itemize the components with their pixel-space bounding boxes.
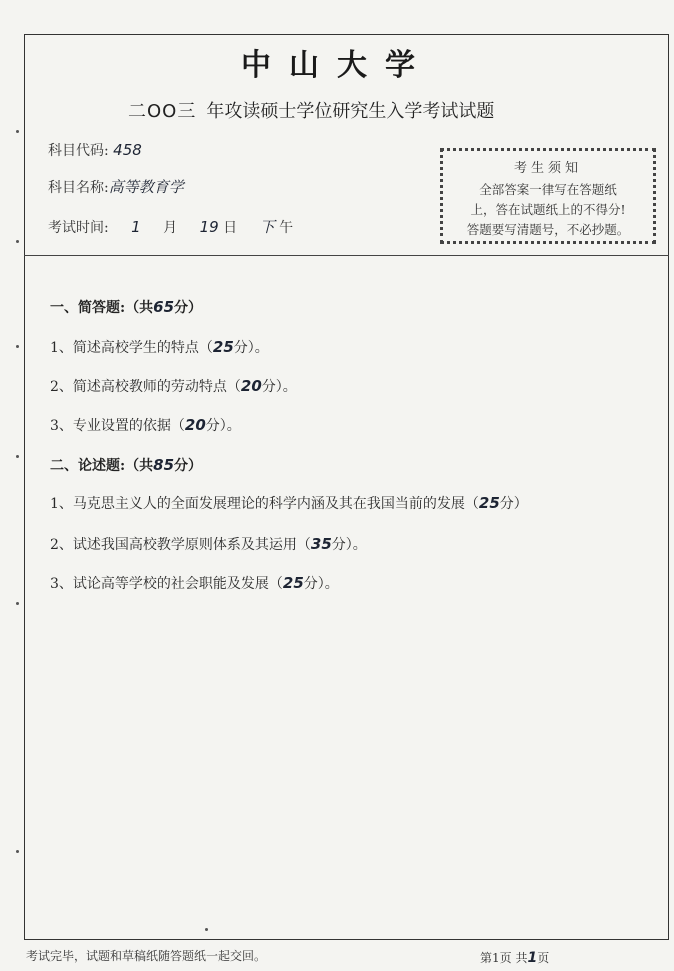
question-item [50,415,241,435]
exam-month: 1 [131,218,141,236]
question-points: 25 [478,494,500,512]
page-number [480,949,549,966]
question-suffix: 分）。 [331,537,367,553]
exam-title [128,97,494,123]
page-suffix: 页 [537,951,550,965]
exam-title-text: 年攻读硕士学位研究生入学考试试题 [206,101,495,122]
exam-day: 19 [199,218,219,236]
notice-line-2: 上，答在试题纸上的不得分! [470,202,626,217]
question-points: 20 [240,377,262,395]
question-points: 20 [184,416,206,434]
university-name: 中山大学 [241,48,433,83]
notice-line-3: 答题要写清题号，不必抄题。 [466,222,630,237]
section-points: 85 [153,456,175,474]
question-text: 3、试论高等学校的社会职能及发展（ [50,576,283,592]
notice-line-1: 全部答案一律写在答题纸 [479,182,617,197]
exam-session: 下 [259,218,275,236]
question-points: 25 [212,338,234,356]
exam-year: 二OO三 [128,101,197,122]
question-text: 1、简述高校学生的特点（ [50,340,213,356]
exam-time-row [48,216,293,237]
section-heading-short-answer [50,297,202,317]
page-total: 1 [527,950,538,966]
question-suffix: 分） [499,496,528,512]
question-item [50,534,367,554]
section-suffix: 分） [174,300,203,316]
scan-mark [205,928,208,931]
exam-session-unit: 午 [279,220,294,236]
question-suffix: 分）。 [205,418,241,434]
footer-instruction: 考试完毕，试题和草稿纸随答题纸一起交回。 [26,949,267,963]
scan-mark [16,130,19,133]
exam-day-unit: 日 [223,220,238,236]
question-text: 1、马克思主义人的全面发展理论的科学内涵及其在我国当前的发展（ [50,496,479,512]
section-suffix: 分） [174,458,203,474]
question-text: 2、试述我国高校教学原则体系及其运用（ [50,537,311,553]
section-heading-essay [50,455,202,475]
question-suffix: 分）。 [233,340,269,356]
question-suffix: 分）。 [261,379,297,395]
section-prefix: 二、论述题:（共 [50,458,154,474]
question-text: 3、专业设置的依据（ [50,418,185,434]
question-points: 25 [282,574,304,592]
page-prefix: 第1页 共 [480,951,528,965]
question-suffix: 分）。 [303,576,339,592]
subject-code-value: 458 [113,141,142,159]
section-points: 65 [153,298,175,316]
question-item [50,493,528,513]
exam-month-unit: 月 [163,220,178,236]
question-text: 2、简述高校教师的劳动特点（ [50,379,241,395]
subject-name-value: 高等教育学 [108,178,184,196]
scan-mark [16,602,19,605]
question-points: 35 [310,535,332,553]
scan-mark [16,455,19,458]
candidate-notice-box [440,148,656,244]
subject-name-row [48,176,184,197]
notice-title: 考生须知 [513,161,582,176]
scan-mark [16,240,19,243]
question-item [50,573,339,593]
exam-time-label: 考试时间: [48,220,109,236]
question-item [50,376,297,396]
section-prefix: 一、简答题:（共 [50,300,154,316]
scan-mark [16,345,19,348]
scan-mark [16,850,19,853]
header-divider [24,255,669,256]
question-item [50,337,269,357]
subject-code-row [48,140,142,160]
subject-code-label: 科目代码: [48,143,109,159]
subject-name-label: 科目名称: [48,180,109,196]
